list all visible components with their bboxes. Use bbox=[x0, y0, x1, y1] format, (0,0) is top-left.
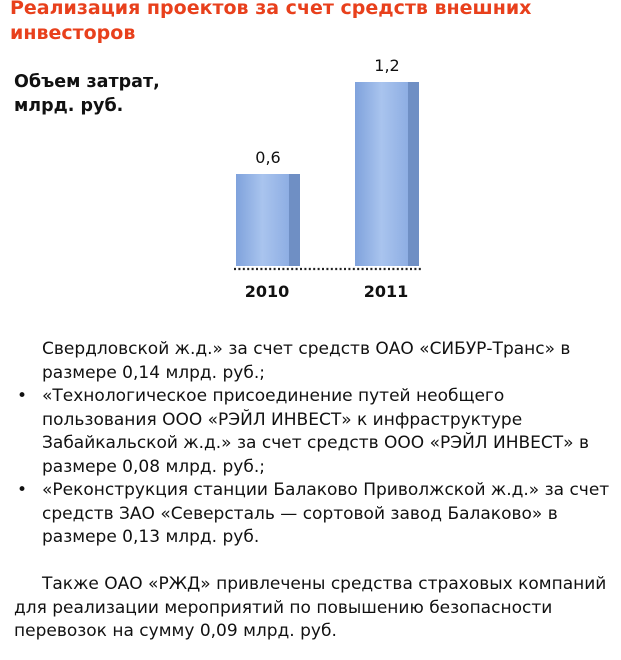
bullet-icon: • bbox=[17, 386, 28, 406]
bullet-text: «Реконструкция станции Балаково Приволжской ж.д.» за счет средств ЗАО «Северсталь — сортовой завод Балаково» в размере 0,13 млрд. руб. bbox=[42, 480, 610, 547]
bar-2011 bbox=[355, 82, 408, 266]
project-bullet-list bbox=[14, 385, 614, 550]
data-label-2010: 0,6 bbox=[255, 148, 281, 167]
bar-2010 bbox=[236, 174, 289, 266]
bullet-text: «Технологическое присоединение путей необщего пользования ООО «РЭЙЛ ИНВЕСТ» к инфраструктуре Забайкальской ж.д.» за счет средств ООО «РЭЙЛ ИНВЕСТ» в размере 0,08 млрд. руб.; bbox=[42, 386, 589, 477]
chart-ylabel: Объем затрат, млрд. руб. bbox=[14, 72, 160, 116]
bars-group bbox=[236, 82, 419, 266]
bullet-icon: • bbox=[17, 480, 28, 500]
list-item bbox=[14, 479, 614, 550]
continuation-paragraph: Свердловской ж.д.» за счет средств ОАО «СИБУР-Транс» в размере 0,14 млрд. руб.; bbox=[42, 339, 571, 383]
bar-side-2010 bbox=[289, 174, 300, 266]
body-text bbox=[14, 338, 614, 644]
tick-label-2010: 2010 bbox=[244, 282, 290, 301]
data-label-2011: 1,2 bbox=[374, 56, 400, 75]
bar-side-2011 bbox=[408, 82, 419, 266]
list-item bbox=[14, 385, 614, 479]
category-labels-group bbox=[245, 282, 409, 301]
tick-label-2011: 2011 bbox=[363, 282, 409, 301]
page-title: Реализация проектов за счет средств внешних инвесторов bbox=[10, 0, 532, 44]
paragraph-spacer bbox=[14, 550, 614, 574]
final-paragraph: Также ОАО «РЖД» привлечены средства страховых компаний для реализации мероприятий по повышению безопасности перевозок на сумму 0,09 млрд. руб. bbox=[14, 574, 607, 641]
